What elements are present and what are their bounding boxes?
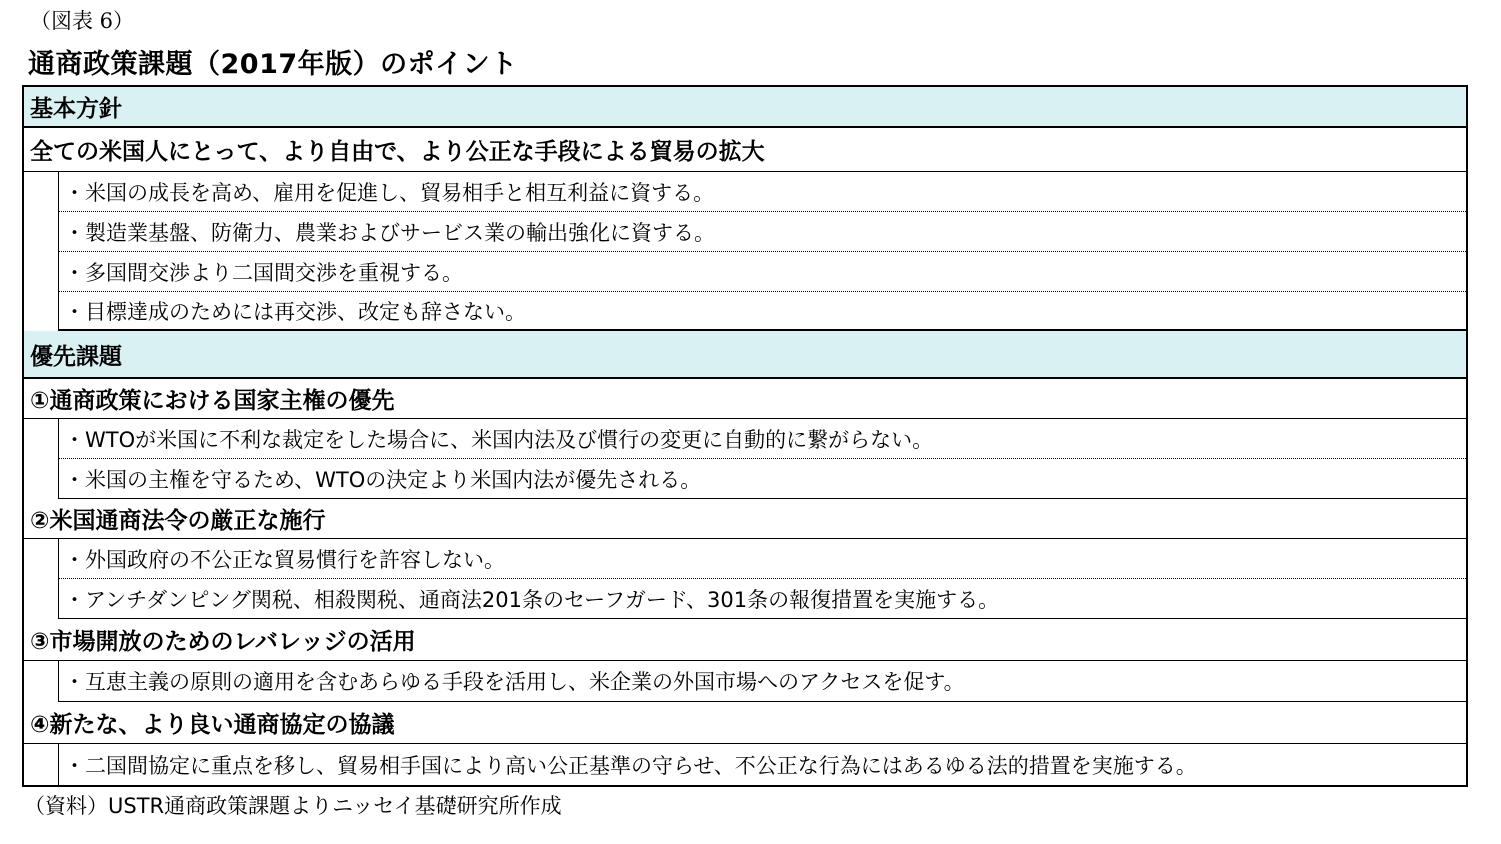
list-item (58, 579, 1466, 619)
item-text: ・二国間協定に重点を移し、貿易相手国により高い公正基準の守らせ、不公正な行為にはあるゆる法的措置を実施する。 (64, 753, 1197, 778)
item-text: ・アンチダンピング関税、相殺関税、通商法201条のセーフガード、301条の報復措置を実施する。 (64, 587, 1000, 612)
section-heading (24, 128, 1466, 172)
list-item (58, 292, 1466, 331)
subsection-heading (24, 379, 1466, 419)
list-item (58, 212, 1466, 252)
section-band-basic-policy (24, 87, 1466, 128)
policy-table (22, 85, 1468, 787)
item-text: ・互恵主義の原則の適用を含むあらゆる手段を活用し、米企業の外国市場へのアクセスを促す。 (64, 670, 965, 694)
list-item (58, 539, 1466, 579)
heading-text: 全ての米国人にとって、より自由で、より公正な手段による貿易の拡大 (30, 139, 765, 165)
list-item (58, 661, 1466, 702)
section-band-label: 基本方針 (30, 96, 122, 122)
list-item (58, 744, 1466, 785)
item-text: ・WTOが米国に不利な裁定をした場合に、米国内法及び慣行の変更に自動的に繋がらない。 (64, 427, 934, 452)
item-text: ・多国間交渉より二国間交渉を重視する。 (64, 260, 463, 285)
item-text: ・製造業基盤、防衛力、農業およびサービス業の輸出強化に資する。 (64, 220, 715, 245)
item-text: ・外国政府の不公正な貿易慣行を許容しない。 (64, 547, 505, 572)
list-item (58, 459, 1466, 499)
item-text: ・米国の主権を守るため、WTOの決定より米国内法が優先される。 (64, 467, 702, 492)
figure-label: （図表 6） (30, 9, 135, 33)
item-text: ・目標達成のためには再交渉、改定も辞さない。 (64, 299, 526, 324)
heading-text: ④新たな、より良い通商協定の協議 (30, 712, 395, 738)
subsection-heading (24, 702, 1466, 744)
subsection-heading (24, 499, 1466, 539)
section-band-label: 優先課題 (30, 343, 122, 370)
list-item (58, 172, 1466, 212)
subsection-heading (24, 619, 1466, 661)
section-band-priority-issues (24, 331, 1466, 379)
source-note: （資料）USTR通商政策課題よりニッセイ基礎研究所作成 (24, 794, 562, 818)
heading-text: ③市場開放のためのレバレッジの活用 (30, 629, 416, 655)
item-text: ・米国の成長を高め、雇用を促進し、貿易相手と相互利益に資する。 (64, 180, 715, 205)
page-title: 通商政策課題（2017年版）のポイント (28, 49, 518, 80)
list-item (58, 419, 1466, 459)
heading-text: ②米国通商法令の厳正な施行 (30, 508, 326, 534)
list-item (58, 252, 1466, 292)
heading-text: ①通商政策における国家主権の優先 (30, 388, 395, 414)
